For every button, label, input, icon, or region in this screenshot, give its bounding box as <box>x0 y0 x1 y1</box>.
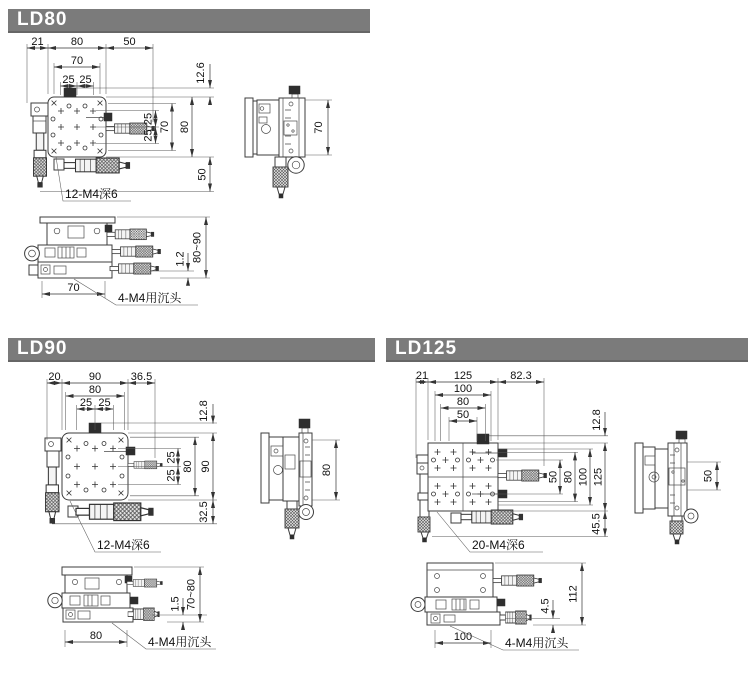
dim-label: 50 <box>196 168 209 181</box>
dim-label: 25 <box>142 112 155 126</box>
dim-label: 125 <box>592 467 605 487</box>
dim-label: 112 <box>567 585 580 603</box>
dim-label: 70~80 <box>185 579 198 610</box>
dim-label: 25 <box>142 129 155 142</box>
dim-label: 80 <box>562 470 575 484</box>
dim-label: 50 <box>547 470 560 484</box>
callout-label: 4-M4用沉头 <box>505 636 569 650</box>
dim-label: 36.5 <box>130 371 153 383</box>
dim-label: 90 <box>200 460 212 473</box>
ld90-front-view <box>48 567 163 622</box>
ld90-side-view <box>261 419 314 539</box>
dim-label: 25 <box>79 397 93 409</box>
ld125-top-view <box>417 434 546 542</box>
dim-label: 1.5 <box>169 596 182 612</box>
callout-label: 4-M4用沉头 <box>118 291 182 305</box>
dim-label: 80~90 <box>191 232 204 263</box>
callout-label: 20-M4深6 <box>472 538 525 552</box>
dim-label: 32.5 <box>198 501 210 523</box>
dim-label: 100 <box>577 467 590 487</box>
dim-label: 50 <box>123 36 136 48</box>
callout-label: 12-M4深6 <box>65 187 118 201</box>
ld125-front-view <box>411 563 541 625</box>
section-title-ld90: LD90 <box>17 338 68 359</box>
dim-label: 80 <box>321 463 333 477</box>
ld80-side-view <box>245 86 305 198</box>
ld125-side-view <box>635 431 698 544</box>
dim-label: 100 <box>453 383 473 395</box>
dim-label: 80 <box>179 120 191 134</box>
dim-label: 25 <box>165 469 178 482</box>
dim-label: 70 <box>67 282 80 294</box>
dim-label: 20 <box>48 371 61 383</box>
adjust-knob <box>64 88 76 97</box>
dim-label: 21 <box>415 370 429 382</box>
ld80-front-view <box>25 217 161 278</box>
ld90-top-view <box>45 423 162 523</box>
dim-label: 50 <box>456 409 470 421</box>
dim-label: 90 <box>88 371 102 383</box>
y-micrometer <box>64 158 130 173</box>
dim-label: 70 <box>313 121 325 134</box>
dim-label: 80 <box>88 384 102 396</box>
dim-label: 12.6 <box>195 62 207 84</box>
dim-label: 25 <box>98 397 111 409</box>
dim-label: 25 <box>62 74 75 86</box>
dim-label: 25 <box>165 451 178 464</box>
dim-label: 100 <box>453 631 473 643</box>
dim-label: 45.5 <box>590 513 603 535</box>
dim-label: 4.5 <box>539 598 552 614</box>
dim-label: 80 <box>89 630 103 642</box>
ld80-top-view <box>31 88 154 187</box>
dim-label: 1.2 <box>174 251 187 267</box>
dim-label: 125 <box>453 370 473 382</box>
ld80-drawing <box>25 36 332 305</box>
dim-label: 12.8 <box>198 400 210 422</box>
dim-label: 25 <box>79 74 92 86</box>
dim-label: 50 <box>702 469 715 483</box>
dim-label: 82.3 <box>510 370 532 382</box>
section-title-ld125: LD125 <box>395 338 458 359</box>
callout-label: 12-M4深6 <box>97 538 150 552</box>
dim-label: 80 <box>182 460 194 473</box>
dim-label: 21 <box>31 36 44 48</box>
dim-label: 80 <box>70 36 84 48</box>
dim-label: 80 <box>456 396 470 408</box>
ld90-drawing <box>45 371 340 649</box>
dim-label: 70 <box>70 55 84 67</box>
section-title-ld80: LD80 <box>17 9 68 30</box>
ld125-drawing <box>411 370 721 650</box>
dim-label: 12.8 <box>591 409 603 431</box>
dim-label: 70 <box>159 120 171 134</box>
callout-label: 4-M4用沉头 <box>148 635 212 649</box>
